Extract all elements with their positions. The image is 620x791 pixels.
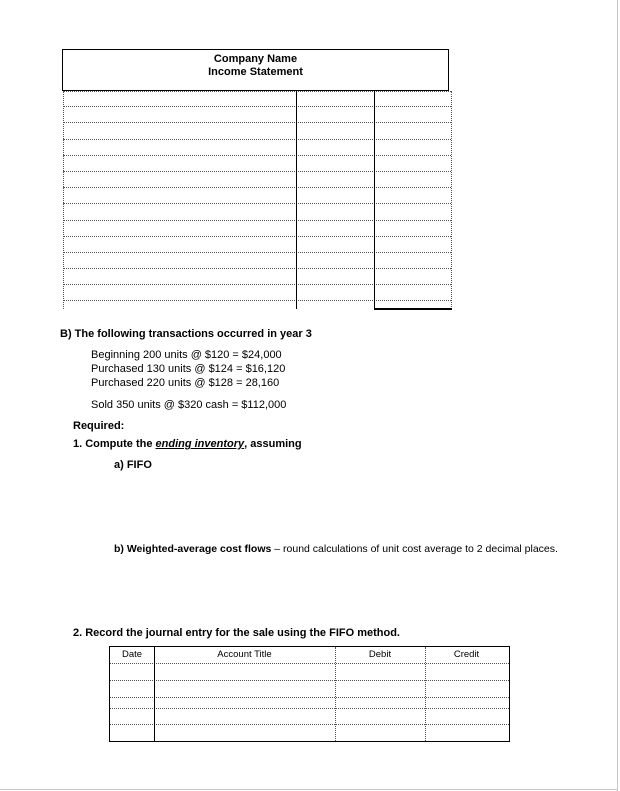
statement-row [63, 172, 451, 188]
col-divider [154, 647, 155, 741]
col-header-account-title: Account Title [217, 649, 272, 660]
col-divider [335, 647, 336, 741]
required-label: Required: [73, 420, 125, 432]
page-edge-right [617, 0, 618, 791]
statement-row [63, 188, 451, 204]
table-row [110, 708, 509, 710]
transaction-line: Purchased 220 units @ $128 = 28,160 [91, 377, 280, 389]
statement-row [63, 91, 451, 107]
table-row [110, 724, 509, 726]
company-name: Company Name [213, 53, 298, 65]
question-1 [73, 438, 302, 451]
statement-row [63, 156, 451, 172]
table-row [110, 680, 509, 682]
q1-prefix: 1. Compute the [73, 438, 156, 450]
sale-line: Sold 350 units @ $320 cash = $112,000 [91, 399, 287, 411]
grid-left-border [63, 91, 65, 309]
section-b-heading: B) The following transactions occurred in year 3 [60, 328, 312, 340]
statement-row [63, 221, 451, 237]
grid-col-divider [296, 91, 297, 309]
statement-row [63, 253, 451, 269]
statement-row [63, 269, 451, 285]
journal-entry-table [109, 646, 510, 742]
total-underline [374, 308, 452, 310]
question-1a: a) FIFO [114, 459, 152, 471]
transaction-line: Beginning 200 units @ $120 = $24,000 [91, 349, 282, 361]
transaction-line: Purchased 130 units @ $124 = $16,120 [91, 363, 286, 375]
col-divider [425, 647, 426, 741]
q1b-bold: b) Weighted-average cost flows [114, 543, 272, 555]
statement-row [63, 107, 451, 123]
income-statement-grid [63, 91, 451, 301]
question-1b [114, 543, 558, 556]
income-statement-header [62, 49, 449, 91]
header-separator [110, 663, 509, 665]
grid-col-divider [374, 91, 375, 309]
statement-row [63, 237, 451, 253]
statement-row [63, 204, 451, 220]
statement-row [63, 285, 451, 301]
col-header-debit: Debit [368, 649, 392, 660]
col-header-credit: Credit [453, 649, 480, 660]
q1-emphasis: ending inventory [155, 438, 245, 450]
statement-row [63, 123, 451, 139]
statement-title: Income Statement [208, 66, 303, 78]
question-2: 2. Record the journal entry for the sale using the FIFO method. [73, 627, 400, 639]
q1-suffix: , assuming [244, 438, 302, 450]
table-row [110, 697, 509, 699]
statement-row [63, 140, 451, 156]
q1b-rest: – round calculations of unit cost average to 2 decimal places. [271, 543, 558, 555]
grid-right-border [451, 91, 453, 309]
page-edge-bottom [0, 789, 618, 790]
col-header-date: Date [121, 649, 143, 660]
